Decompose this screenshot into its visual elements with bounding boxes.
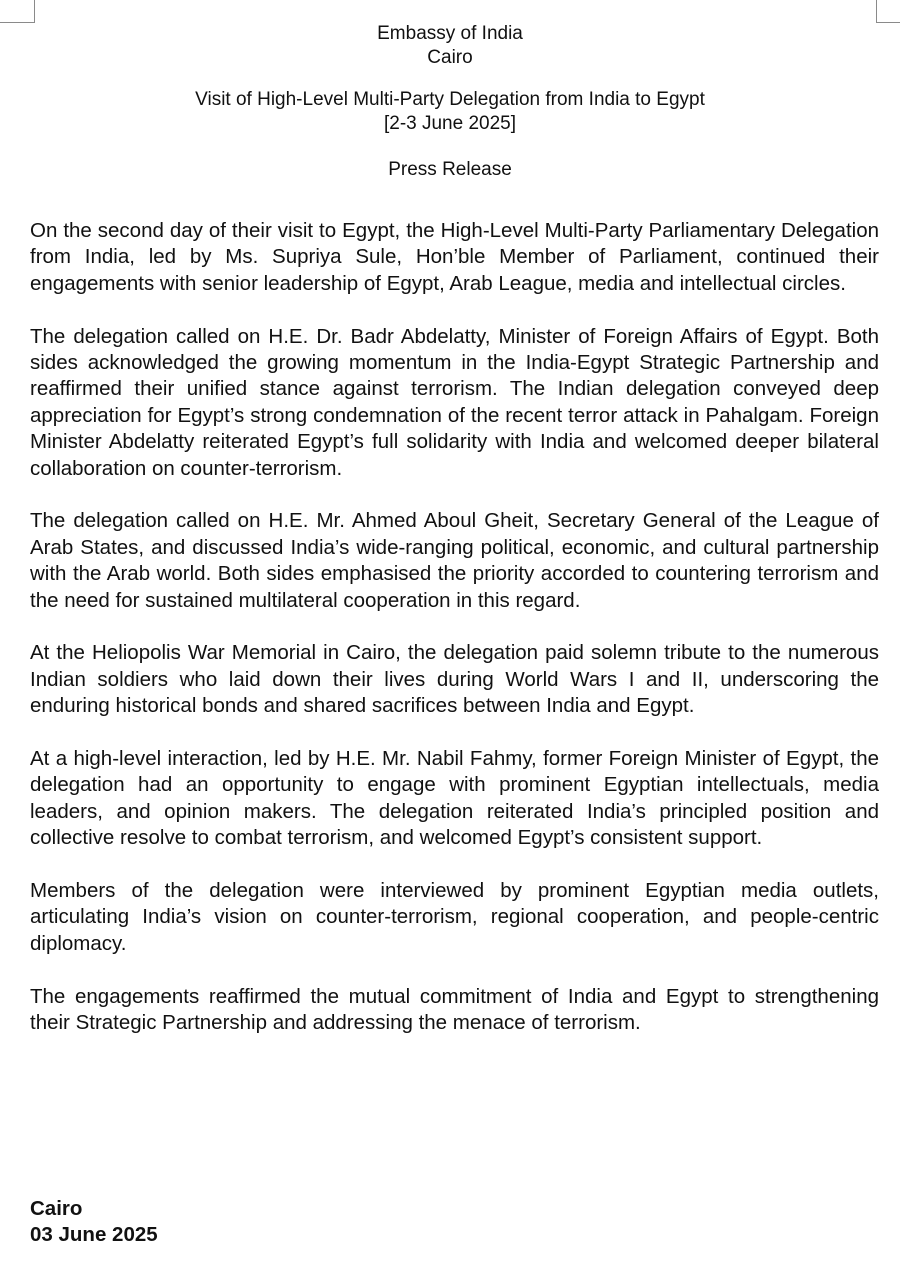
paragraph: At a high-level interaction, led by H.E. Mr. Nabil Fahmy, former Foreign Minister of Egypt, the delegation had an opportunity to engage with prominent Egyptian intellectuals, media leaders, and opinion makers. The delegation reiterated India’s principled position and collective resolve to combat terrorism, and welcomed Egypt’s consistent support. (30, 747, 879, 850)
document-body (30, 218, 879, 1063)
document-type: Press Release (388, 159, 512, 180)
document-title: Visit of High-Level Multi-Party Delegation from India to Egypt (195, 89, 705, 110)
document-header (0, 22, 900, 182)
paragraph: Members of the delegation were interviewed by prominent Egyptian media outlets, articulating India’s vision on counter-terrorism, regional cooperation, and people-centric diplomacy. (30, 879, 879, 955)
embassy-city: Cairo (427, 47, 473, 68)
paragraph: At the Heliopolis War Memorial in Cairo, the delegation paid solemn tribute to the numerous Indian soldiers who laid down their lives during World Wars I and II, underscoring the enduring historical bonds and shared sacrifices between India and Egypt. (30, 641, 879, 718)
paragraph: On the second day of their visit to Egypt, the High-Level Multi-Party Parliamentary Delegation from India, led by Ms. Supriya Sule, Hon’ble Member of Parliament, continued their engagements with senior leadership of Egypt, Arab League, media and intellectual circles. (30, 219, 879, 295)
closing-block (30, 1196, 158, 1249)
visit-dates: [2-3 June 2025] (383, 113, 517, 134)
closing-date: 03 June 2025 (30, 1223, 158, 1247)
embassy-name: Embassy of India (377, 23, 523, 44)
closing-place: Cairo (30, 1197, 83, 1220)
paragraph: The delegation called on H.E. Dr. Badr Abdelatty, Minister of Foreign Affairs of Egypt. Both sides acknowledged the growing momentum in the India-Egypt Strategic Partnership and reaffirmed their unified stance against terrorism. The Indian delegation conveyed deep appreciation for Egypt’s strong condemnation of the recent terror attack in Pahalgam. Foreign Minister Abdelatty reiterated Egypt’s full solidarity with India and welcomed deeper bilateral collaboration on counter-terrorism. (30, 324, 879, 480)
page-corner-mark-right (876, 0, 900, 23)
paragraph: The delegation called on H.E. Mr. Ahmed Aboul Gheit, Secretary General of the League of Arab States, and discussed India’s wide-ranging political, economic, and cultural partnership with the Arab world. Both sides emphasised the priority accorded to countering terrorism and the need for sustained multilateral cooperation in this regard. (30, 509, 879, 612)
paragraph: The engagements reaffirmed the mutual commitment of India and Egypt to strengthening their Strategic Partnership and addressing the menace of terrorism. (30, 984, 879, 1035)
page-corner-mark-left (0, 0, 35, 23)
